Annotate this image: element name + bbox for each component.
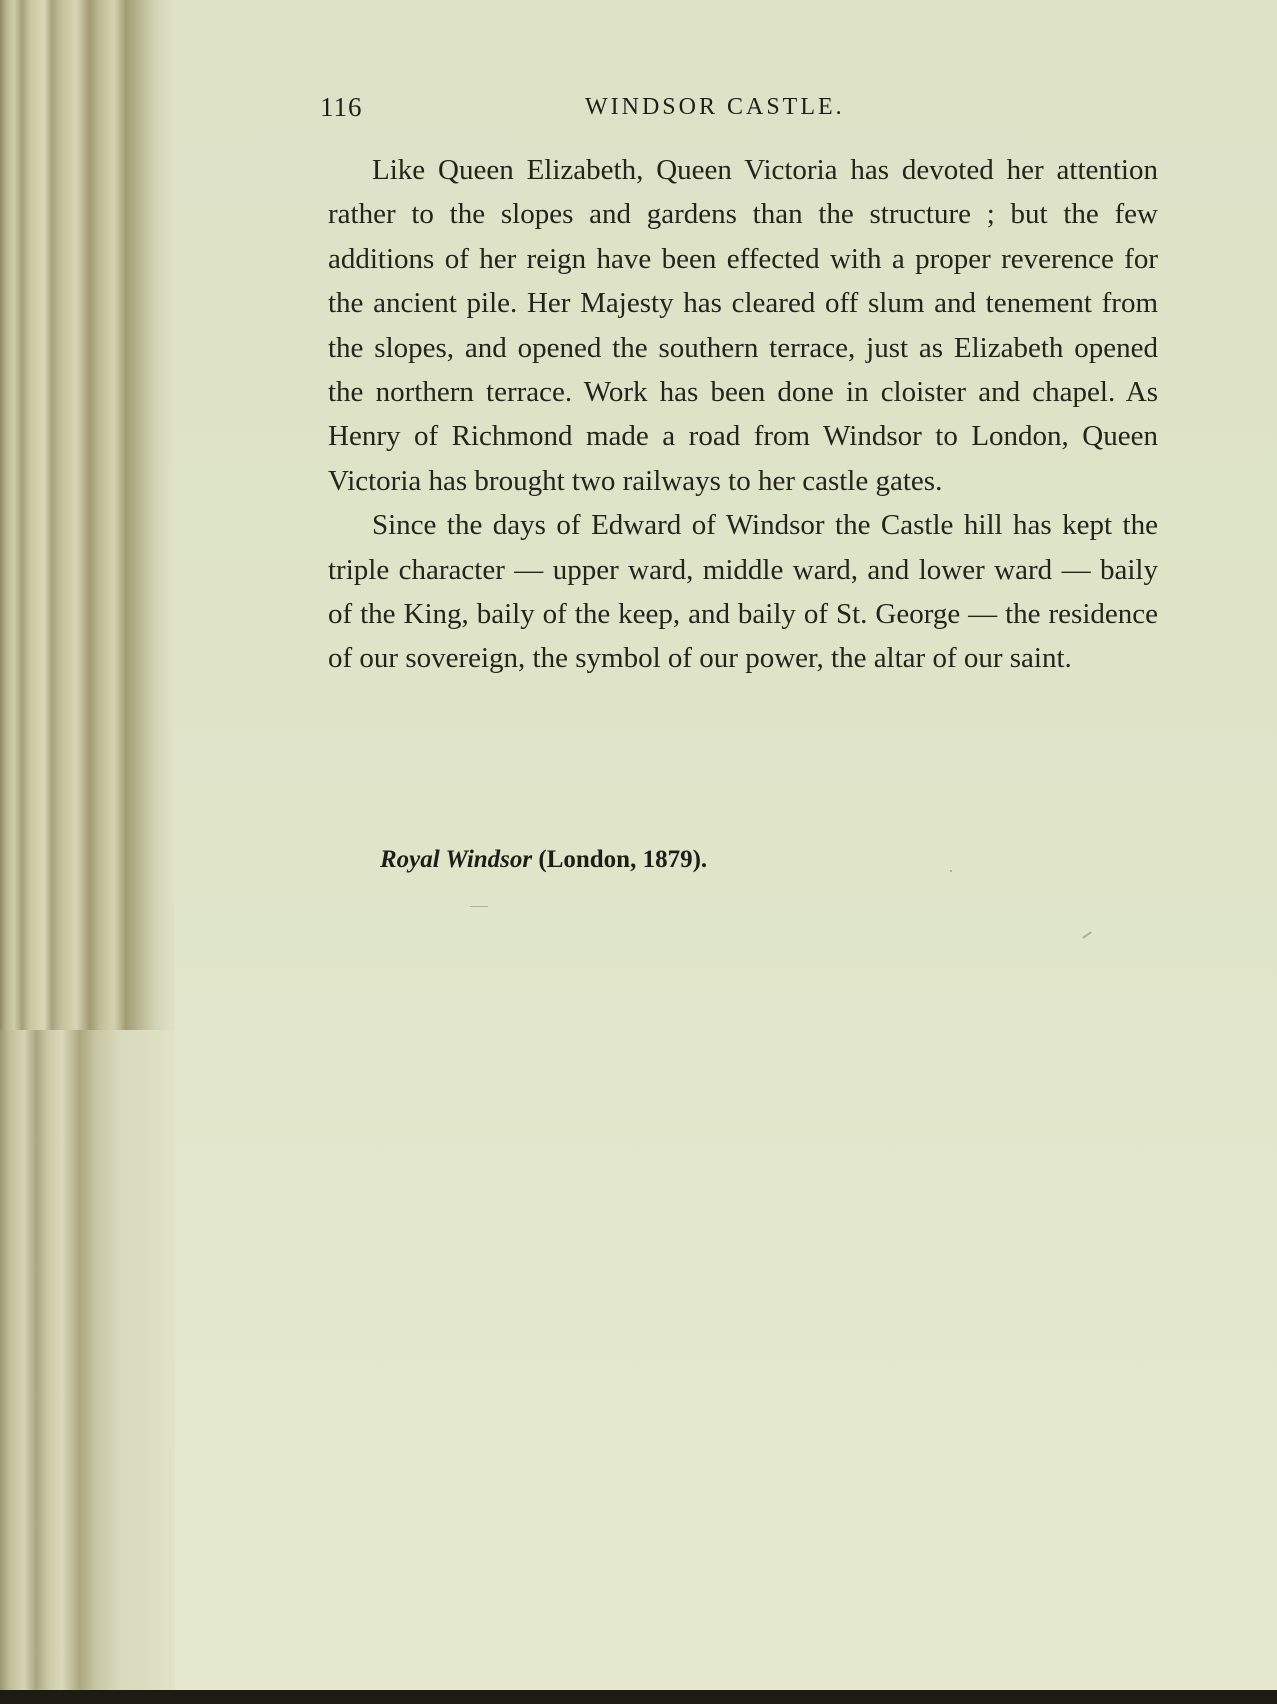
- running-head: WINDSOR CASTLE.: [585, 94, 845, 120]
- body-text: [328, 148, 1158, 681]
- paper-speck: [1082, 931, 1091, 938]
- paper-speck: [470, 906, 488, 907]
- paper-speck: [950, 870, 952, 872]
- page-header: [320, 92, 1080, 132]
- source-citation: [380, 846, 707, 874]
- scan-bottom-edge: [0, 1690, 1277, 1704]
- page-number: 116: [320, 92, 363, 122]
- paragraph-2: Since the days of Edward of Windsor the Castle hill has kept the triple character — upper ward, middle ward, and lower ward — baily of the King, baily of the keep, and baily of St. George — the residence of our sovereign, the symbol of our power, the altar of our saint.: [328, 509, 1158, 675]
- stacked-page-edges-lower: [0, 1030, 175, 1704]
- paragraph-1: Like Queen Elizabeth, Queen Victoria has devoted her attention rather to the slopes and gardens than the structure ; but the few additions of her reign have been effected with a proper reverence for the ancient pile. Her Majesty has cleared off slum and tenement from the slopes, and opened the southern terrace, just as Elizabeth opened the northern terrace. Work has been done in cloister and chapel. As Henry of Richmond made a road from Windsor to London, Queen Victoria has brought two railways to her castle gates.: [328, 154, 1158, 497]
- citation-detail: (London, 1879).: [538, 846, 708, 873]
- citation-title: Royal Windsor: [380, 846, 533, 873]
